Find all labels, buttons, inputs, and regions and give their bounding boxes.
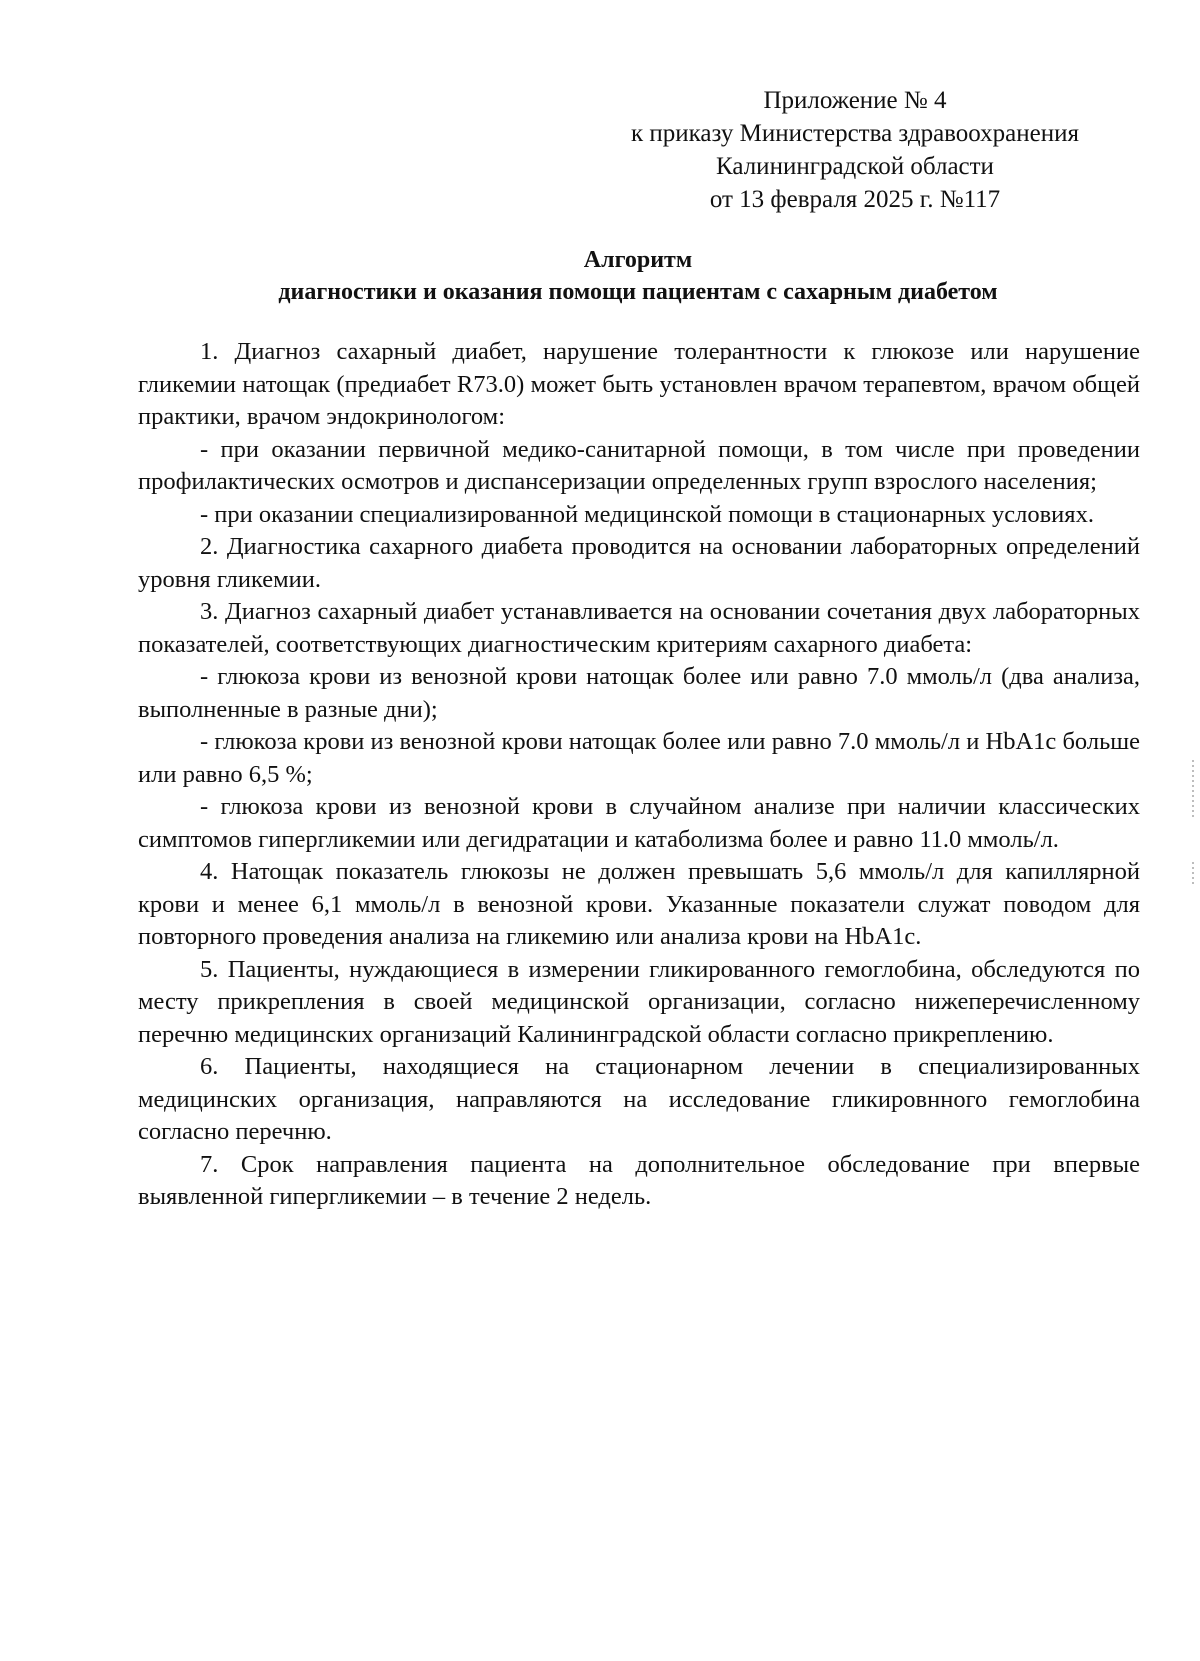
paragraph-3-item-a: - глюкоза крови из венозной крови натощак более или равно 7.0 ммоль/л (два анализа, выполненные в разные дни);: [138, 663, 1140, 723]
paragraph-6: 6. Пациенты, находящиеся на стационарном лечении в специализированных медицинских организация, направляются на исследование гликировнного гемоглобина согласно перечню.: [138, 1053, 1140, 1145]
document-body: [138, 336, 1140, 1214]
annex-region: Калининградской области: [716, 153, 994, 180]
document-title: [138, 244, 1138, 308]
annex-order-ref: к приказу Министерства здравоохранения: [630, 120, 1080, 147]
paragraph-3: 3. Диагноз сахарный диабет устанавливается на основании сочетания двух лабораторных показателей, соответствующих диагностическим критериям сахарного диабета:: [138, 598, 1140, 658]
paragraph-5: 5. Пациенты, нуждающиеся в измерении гликированного гемоглобина, обследуются по месту прикрепления в своей медицинской организации, согласно нижеперечисленному перечню медицинских организаций Калининградской области согласно прикреплению.: [138, 955, 1140, 1048]
title-main: Алгоритм: [583, 247, 693, 273]
paragraph-1: 1. Диагноз сахарный диабет, нарушение толерантности к глюкозе или нарушение гликемии натощак (предиабет R73.0) может быть установлен врачом терапевтом, врачом общей практики, врачом эндокринологом:: [138, 338, 1140, 430]
annex-number: Приложение № 4: [763, 87, 947, 114]
paragraph-7: 7. Срок направления пациента на дополнительное обследование при впервые выявленной гипергликемии – в течение 2 недель.: [138, 1150, 1140, 1210]
scan-margin-mark: [1192, 862, 1194, 886]
paragraph-4: 4. Натощак показатель глюкозы не должен превышать 5,6 ммоль/л для капиллярной крови и менее 6,1 ммоль/л в венозной крови. Указанные показатели служат поводом для повторного проведения анализа на гликемию или анализа крови на HbA1c.: [138, 858, 1140, 950]
annex-header: [560, 84, 1150, 216]
title-subtitle: диагностики и оказания помощи пациентам с сахарным диабетом: [278, 279, 998, 305]
annex-date: от 13 февраля 2025 г. №117: [709, 186, 1001, 213]
paragraph-2: 2. Диагностика сахарного диабета проводится на основании лабораторных определений уровня гликемии.: [138, 533, 1140, 593]
paragraph-3-item-b: - глюкоза крови из венозной крови натощак более или равно 7.0 ммоль/л и HbA1c больше или равно 6,5 %;: [138, 728, 1140, 788]
paragraph-3-item-c: - глюкоза крови из венозной крови в случайном анализе при наличии классических симптомов гипергликемии или дегидратации и катаболизма более и равно 11.0 ммоль/л.: [138, 793, 1140, 853]
paragraph-1-item-b: - при оказании специализированной медицинской помощи в стационарных условиях.: [200, 500, 1094, 528]
paragraph-1-item-a: - при оказании первичной медико-санитарной помощи, в том числе при проведении профилактических осмотров и диспансеризации определенных групп взрослого населения;: [138, 435, 1140, 495]
scan-margin-mark: [1192, 760, 1194, 820]
